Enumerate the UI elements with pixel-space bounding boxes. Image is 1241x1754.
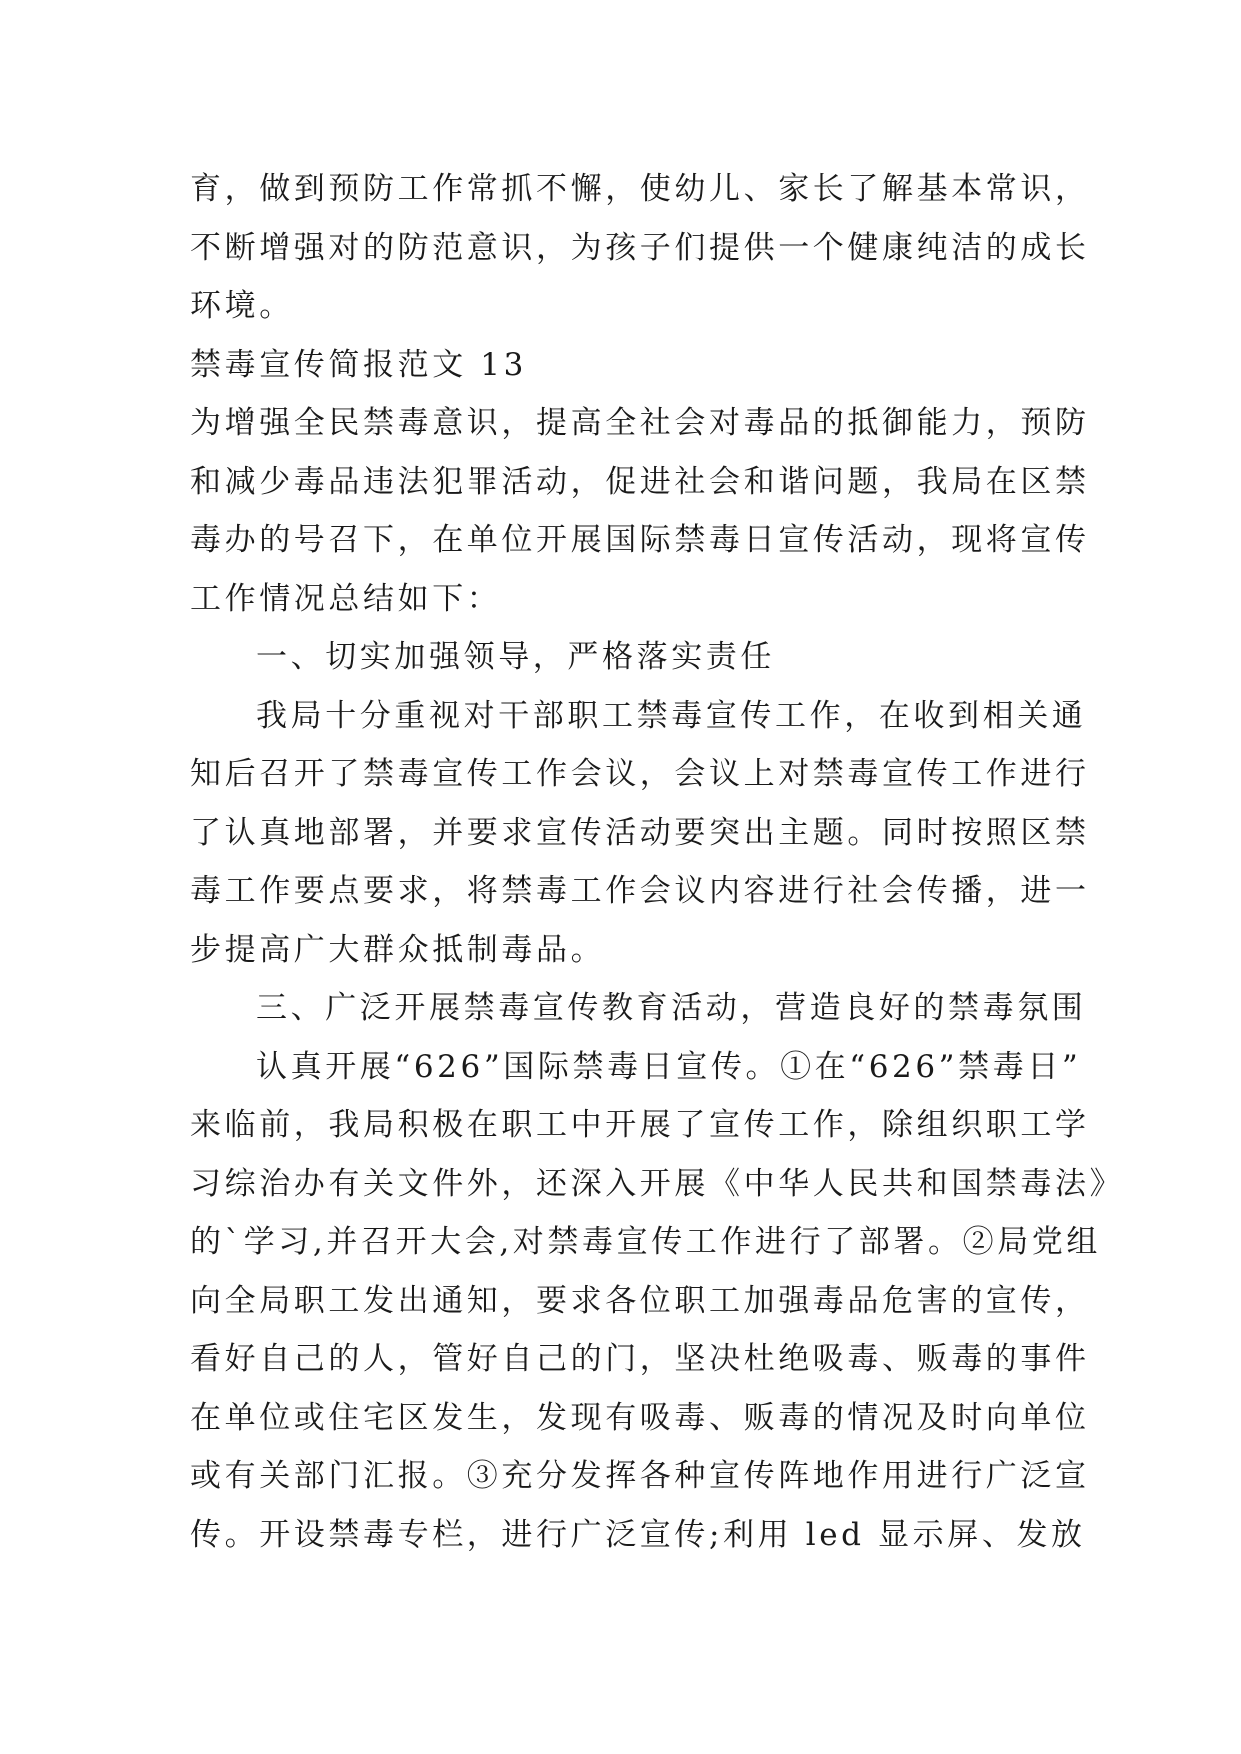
text-line: 我局十分重视对干部职工禁毒宣传工作，在收到相关通 <box>256 697 1087 734</box>
text-line: 育，做到预防工作常抓不懈，使幼儿、家长了解基本常识， <box>190 171 1090 207</box>
subsection-heading: 一、切实加强领导，严格落实责任 <box>256 639 775 675</box>
text-line: 毒工作要点要求，将禁毒工作会议内容进行社会传播，进一 <box>190 873 1090 909</box>
text-line: 认真开展“626”国际禁毒日宣传。①在“626”禁毒日” <box>256 1048 1082 1085</box>
text-line: 不断增强对的防范意识，为孩子们提供一个健康纯洁的成长 <box>190 229 1090 266</box>
text-line: 毒办的号召下，在单位开展国际禁毒日宣传活动，现将宣传 <box>190 522 1090 558</box>
text-line: 了认真地部署，并要求宣传活动要突出主题。同时按照区禁 <box>190 814 1090 851</box>
text-line: 步提高广大群众抵制毒品。 <box>190 931 606 968</box>
section-heading: 禁毒宣传简报范文 13 <box>190 346 527 383</box>
text-line: 工作情况总结如下： <box>190 580 502 617</box>
text-line: 和减少毒品违法犯罪活动，促进社会和谐问题，我局在区禁 <box>190 463 1090 500</box>
text-line: 知后召开了禁毒宣传工作会议，会议上对禁毒宣传工作进行 <box>190 756 1090 792</box>
text-line: 来临前，我局积极在职工中开展了宣传工作，除组织职工学 <box>190 1107 1090 1143</box>
text-line: 或有关部门汇报。③充分发挥各种宣传阵地作用进行广泛宣 <box>190 1458 1090 1494</box>
document-body <box>190 160 1125 1564</box>
text-line: 在单位或住宅区发生，发现有吸毒、贩毒的情况及时向单位 <box>190 1399 1090 1436</box>
subsection-heading: 三、广泛开展禁毒宣传教育活动，营造良好的禁毒氛围 <box>256 990 1087 1026</box>
text-line: 向全局职工发出通知，要求各位职工加强毒品危害的宣传， <box>190 1282 1090 1319</box>
text-line: 传。开设禁毒专栏，进行广泛宣传;利用 led 显示屏、发放 <box>190 1516 1086 1553</box>
text-line: 看好自己的人，管好自己的门，坚决杜绝吸毒、贩毒的事件 <box>190 1341 1090 1377</box>
text-line: 的`学习,并召开大会,对禁毒宣传工作进行了部署。②局党组 <box>190 1224 1102 1260</box>
text-line: 为增强全民禁毒意识，提高全社会对毒品的抵御能力，预防 <box>190 405 1090 441</box>
text-line: 环境。 <box>190 288 294 324</box>
text-line: 习综治办有关文件外，还深入开展《中华人民共和国禁毒法》 <box>190 1165 1125 1202</box>
